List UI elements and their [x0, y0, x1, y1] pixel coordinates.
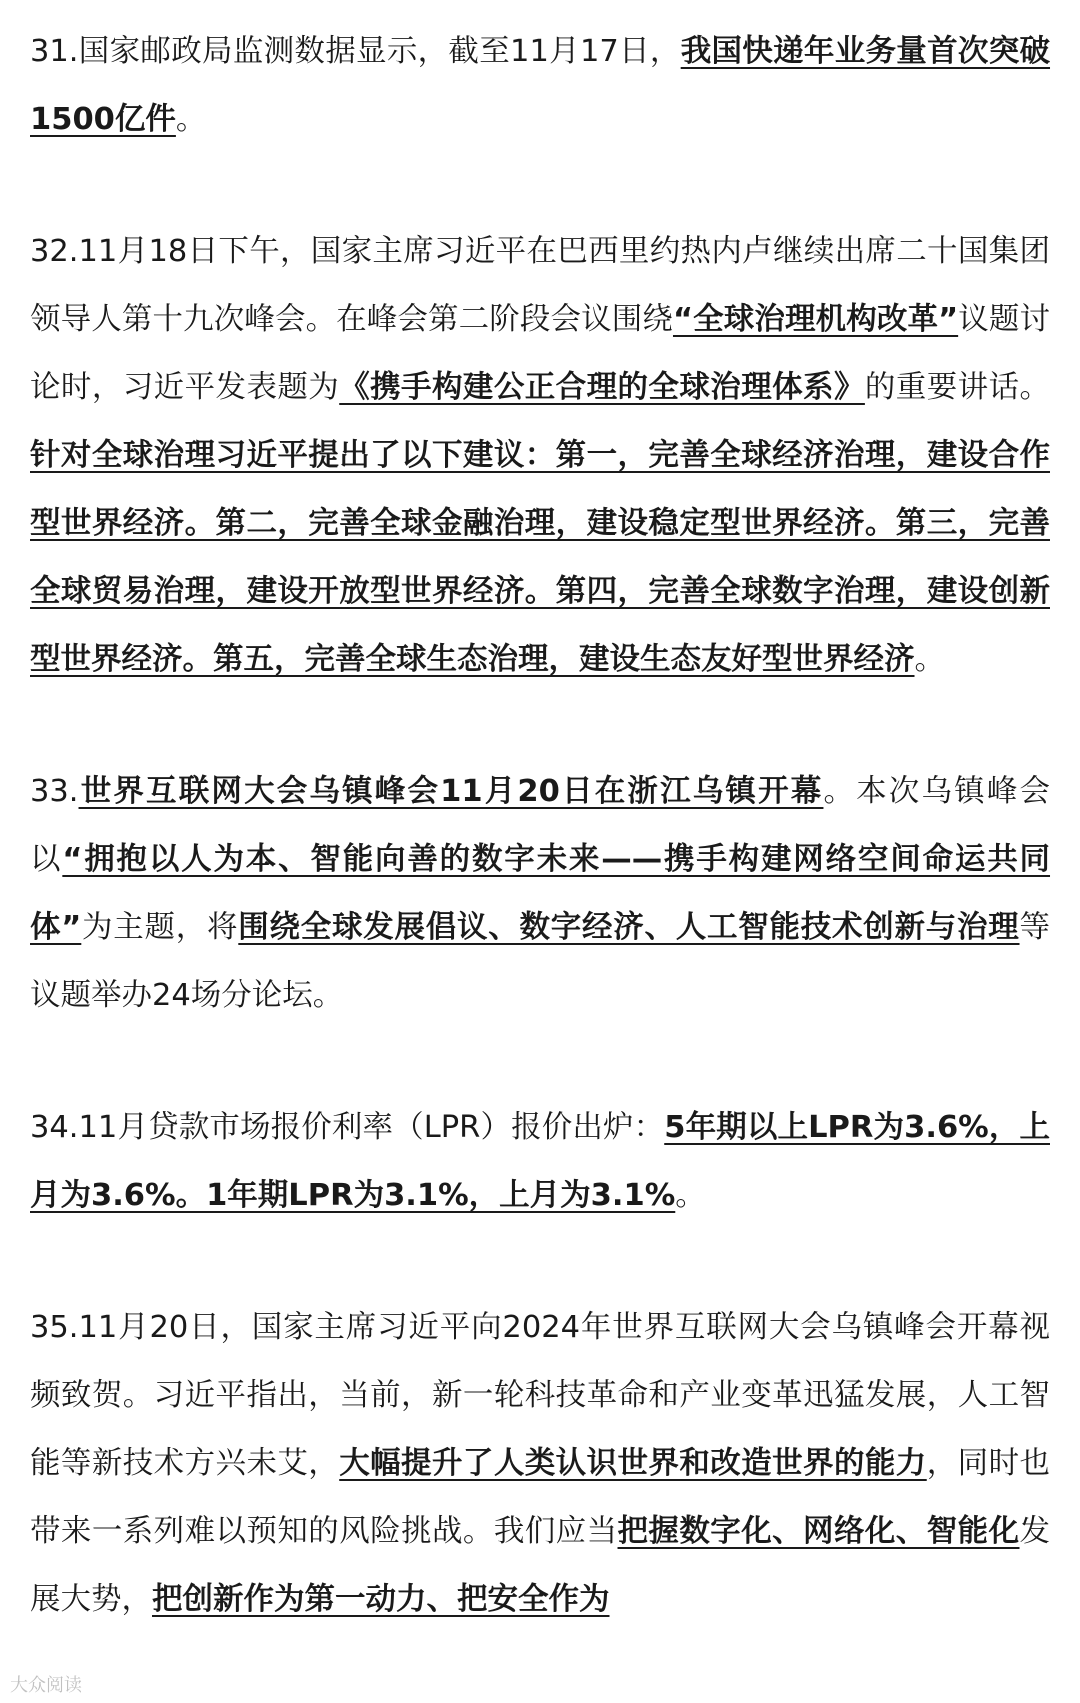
- body-text: 32.11月18日下午，国家主席习近平在巴西里约热内卢继续出席二十国集团领导人第十九次峰会。在峰会第二阶段会议围绕: [30, 234, 1050, 337]
- body-text: 的重要讲话。: [864, 370, 1050, 405]
- body-text: 34.11月贷款市场报价利率（LPR）报价出炉：: [30, 1110, 665, 1145]
- body-text: ，同时也带来一系列难以预知的风险挑战。我们应当: [30, 1446, 1050, 1549]
- watermark-text: 大众阅读: [10, 1675, 82, 1696]
- body-text: 等议题举办24场分论坛。: [30, 910, 1051, 1013]
- document-body: [30, 18, 1050, 1698]
- body-text: 。: [175, 102, 207, 137]
- body-text: 为主题，将: [81, 910, 239, 945]
- highlighted-text: 5年期以上LPR为3.6%，上月为3.6%。1年期LPR为3.1%，上月为3.1%: [30, 1110, 1050, 1213]
- news-item-31: [30, 18, 1050, 154]
- body-text: 发展大势，: [30, 1514, 1050, 1617]
- body-text: 。: [914, 642, 945, 677]
- highlighted-text: 世界互联网大会乌镇峰会11月20日在浙江乌镇开幕: [78, 774, 824, 809]
- highlighted-text: 把握数字化、网络化、智能化: [617, 1514, 1020, 1549]
- highlighted-text: 大幅提升了人类认识世界和改造世界的能力: [339, 1446, 927, 1481]
- body-text: 33.: [30, 774, 79, 809]
- highlighted-text: “全球治理机构改革”: [672, 302, 959, 337]
- body-text: 议题讨论时，习近平发表题为: [30, 302, 1050, 405]
- news-item-32: [30, 218, 1050, 694]
- highlighted-text: 针对全球治理习近平提出了以下建议：第一，完善全球经济治理，建设合作型世界经济。第二，完善全球金融治理，建设稳定型世界经济。第三，完善全球贸易治理，建设开放型世界经济。第四，完善全球数字治理，建设创新型世界经济。第五，完善全球生态治理，建设生态友好型世界经济: [30, 438, 1050, 677]
- highlighted-text: “拥抱以人为本、智能向善的数字未来——携手构建网络空间命运共同体”: [30, 842, 1051, 945]
- body-text: 35.11月20日，国家主席习近平向2024年世界互联网大会乌镇峰会开幕视频致贺。习近平指出，当前，新一轮科技革命和产业变革迅猛发展，人工智能等新技术方兴未艾，: [30, 1310, 1050, 1481]
- body-text: 。本次乌镇峰会以: [30, 774, 1051, 877]
- highlighted-text: 围绕全球发展倡议、数字经济、人工智能技术创新与治理: [238, 910, 1020, 945]
- highlighted-text: 《携手构建公正合理的全球治理体系》: [339, 370, 865, 405]
- news-item-34: [30, 1094, 1050, 1230]
- body-text: 。: [675, 1178, 706, 1213]
- body-text: 31.国家邮政局监测数据显示，截至11月17日，: [30, 34, 681, 69]
- news-item-35: [30, 1294, 1050, 1634]
- highlighted-text: 把创新作为第一动力、把安全作为: [152, 1582, 610, 1617]
- news-item-33: [30, 758, 1050, 1030]
- highlighted-text: 我国快递年业务量首次突破1500亿件: [30, 34, 1051, 137]
